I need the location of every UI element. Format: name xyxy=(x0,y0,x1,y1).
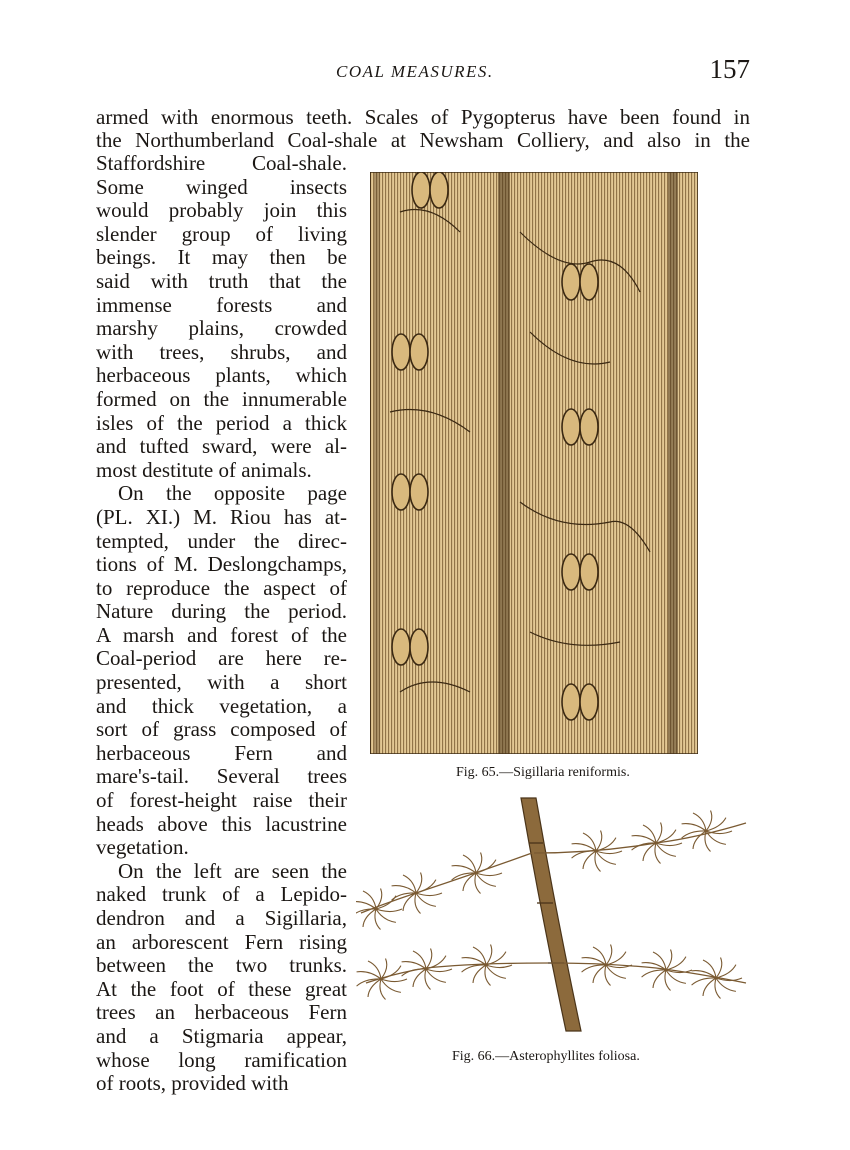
column-line: herbaceous Fern and xyxy=(96,740,347,765)
column-line: On the left are seen the xyxy=(118,858,347,883)
column-line: of forest-height raise their xyxy=(96,788,347,813)
leaf-scar xyxy=(562,264,580,300)
body-column xyxy=(96,152,347,1096)
leaf-whorl xyxy=(682,811,732,852)
column-line: marshy plains, crowded xyxy=(96,316,347,341)
column-line: with trees, shrubs, and xyxy=(96,339,347,364)
leaf-scar xyxy=(580,264,598,300)
leaf-scar xyxy=(580,409,598,445)
leaf-scar xyxy=(410,474,428,510)
column-line: immense forests and xyxy=(96,292,347,317)
column-line: said with truth that the xyxy=(96,268,347,293)
column-line: tempted, under the direc- xyxy=(96,528,347,553)
column-line: formed on the innumerable xyxy=(96,386,347,411)
column-line: an arborescent Fern rising xyxy=(96,929,347,954)
column-line: and tufted sward, were al- xyxy=(96,434,347,459)
column-line: A marsh and forest of the xyxy=(96,622,347,647)
leaf-scar xyxy=(392,334,410,370)
column-line: mare's-tail. Several trees xyxy=(96,764,347,789)
page-header xyxy=(96,54,750,88)
page-number: 157 xyxy=(709,54,750,84)
figure-65-sigillaria xyxy=(370,172,698,754)
column-line: vegetation. xyxy=(96,835,189,860)
leaf-scar xyxy=(392,474,410,510)
leaf-whorl xyxy=(642,950,692,991)
column-line: At the foot of these great xyxy=(96,976,347,1001)
leaf-scar xyxy=(580,554,598,590)
leaf-whorl xyxy=(692,958,742,999)
column-line: sort of grass composed of xyxy=(96,717,347,742)
leaf-whorl xyxy=(357,959,407,1000)
column-line: most destitute of animals. xyxy=(96,457,312,482)
column-line: between the two trunks. xyxy=(96,953,347,978)
column-line: (PL. XI.) M. Riou has at- xyxy=(96,504,347,529)
column-line: would probably join this xyxy=(96,198,347,223)
leaf-scar xyxy=(562,684,580,720)
column-line: heads above this lacustrine xyxy=(96,811,347,836)
column-line: of roots, provided with xyxy=(96,1071,289,1096)
figure-65-caption: Fig. 65.—Sigillaria reniformis. xyxy=(456,765,630,780)
leaf-whorl xyxy=(632,823,682,864)
leaf-whorl xyxy=(572,831,622,872)
column-line: presented, with a short xyxy=(96,670,347,695)
column-line: to reproduce the aspect of xyxy=(96,575,347,600)
leaf-scar xyxy=(392,629,410,665)
column-line: and a Stigmaria appear, xyxy=(96,1023,347,1048)
leaf-scar xyxy=(410,629,428,665)
column-line: trees an herbaceous Fern xyxy=(96,1000,347,1025)
column-line: Coal-period are here re- xyxy=(96,646,347,671)
column-line: herbaceous plants, which xyxy=(96,363,347,388)
column-line: Some winged insects xyxy=(96,174,347,199)
column-line: On the opposite page xyxy=(118,481,347,506)
body-line-1: armed with enormous teeth. Scales of Pygopterus have been found in xyxy=(96,105,750,129)
leaf-whorl xyxy=(452,853,502,894)
column-line: tions of M. Deslongchamps, xyxy=(96,552,347,577)
body-line-2: the Northumberland Coal-shale at Newsham Colliery, and also in the xyxy=(96,128,750,152)
column-line: Staffordshire Coal-shale. xyxy=(96,151,347,175)
column-line: Nature during the period. xyxy=(96,599,347,624)
leaf-scar xyxy=(412,172,430,208)
leaf-whorl xyxy=(402,949,452,990)
column-line: and thick vegetation, a xyxy=(96,693,347,718)
column-line: dendron and a Sigillaria, xyxy=(96,906,347,930)
column-line: beings. It may then be xyxy=(96,245,347,270)
leaf-scar xyxy=(410,334,428,370)
leaf-scar xyxy=(430,172,448,208)
figure-66-asterophyllites xyxy=(356,793,754,1033)
leaf-whorl xyxy=(356,889,402,930)
leaf-whorl xyxy=(392,873,442,914)
column-line: whose long ramification xyxy=(96,1047,347,1072)
leaf-scar xyxy=(562,554,580,590)
column-line: isles of the period a thick xyxy=(96,410,347,435)
figure-66-caption: Fig. 66.—Asterophyllites foliosa. xyxy=(452,1049,640,1064)
leaf-scar xyxy=(562,409,580,445)
running-title: COAL MEASURES. xyxy=(336,62,494,81)
leaf-scar xyxy=(580,684,598,720)
column-line: naked trunk of a Lepido- xyxy=(96,882,347,907)
column-line: slender group of living xyxy=(96,221,347,246)
